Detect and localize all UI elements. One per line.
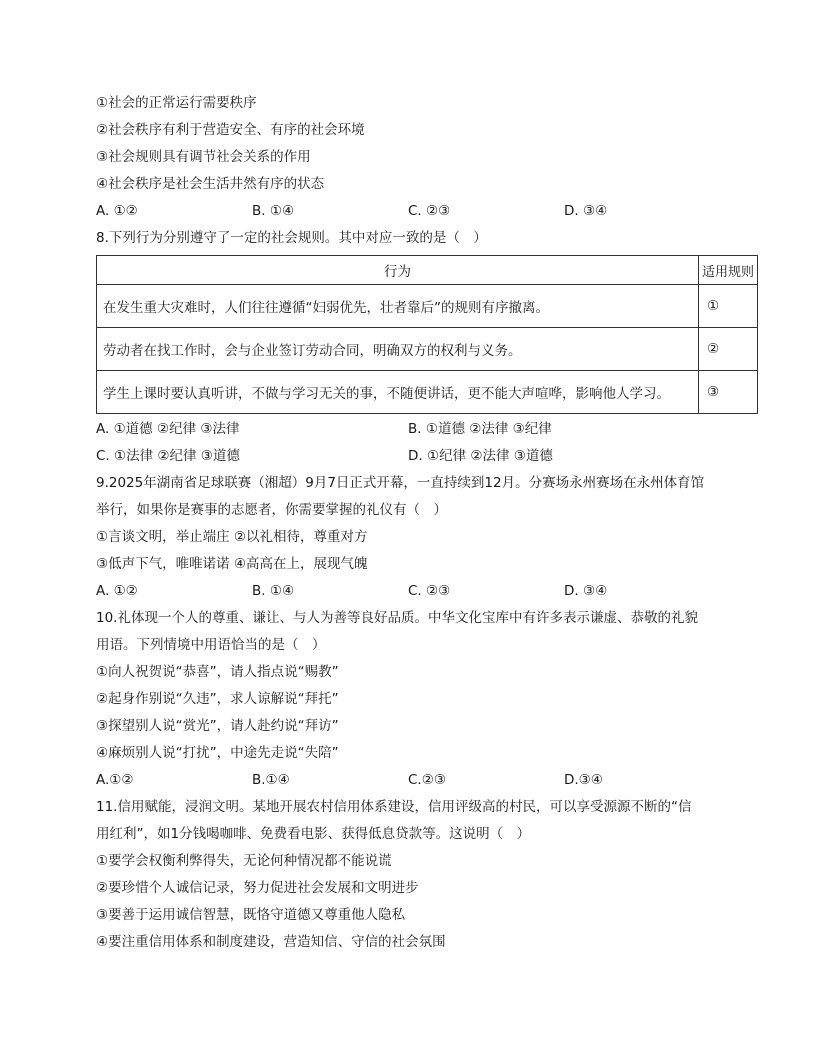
q8-rules-table	[96, 255, 758, 414]
q10-option-c: C.②③	[408, 772, 446, 788]
q9-option-b: B. ①④	[252, 583, 295, 599]
q10-stem-line-1: 10.礼体现一个人的尊重、谦让、与人为善等良好品质。中华文化宝库中有许多表示谦虚、恭敬的礼貌	[96, 610, 698, 626]
q9-item-line-2: ③低声下气，唯唯诺诺 ④高高在上，展现气魄	[96, 556, 368, 572]
question-7-items	[96, 90, 760, 198]
q10-options	[96, 767, 760, 794]
q8-option-d: D. ①纪律 ②法律 ③道德	[408, 448, 553, 464]
q7-option-b: B. ①④	[252, 203, 295, 219]
header-behavior: 行为	[97, 256, 699, 285]
rule-cell: ②	[699, 328, 758, 371]
table-row	[97, 285, 758, 328]
q11-item-1: ①要学会权衡利弊得失，无论何种情况都不能说谎	[96, 853, 392, 869]
q11-stem-line-2: 用红利”，如1分钱喝咖啡、免费看电影、获得低息贷款等。这说明（ ）	[96, 826, 531, 842]
table-row	[97, 328, 758, 371]
q7-options	[96, 198, 760, 225]
q9-stem-line-2: 举行，如果你是赛事的志愿者，你需要掌握的礼仪有（ ）	[96, 502, 447, 518]
q10-option-b: B.①④	[252, 772, 290, 788]
q8-options-row-1	[96, 416, 760, 443]
q7-item-2: ②社会秩序有利于营造安全、有序的社会环境	[96, 122, 365, 138]
header-rule: 适用规则	[699, 256, 758, 285]
q10-option-a: A.①②	[96, 772, 134, 788]
q8-option-c: C. ①法律 ②纪律 ③道德	[96, 448, 240, 464]
q10-item-1: ①向人祝贺说“恭喜”，请人指点说“赐教”	[96, 664, 339, 680]
q10-stem-line-2: 用语。下列情境中用语恰当的是（ ）	[96, 637, 326, 653]
q11-stem-line-1: 11.信用赋能，浸润文明。某地开展农村信用体系建设，信用评级高的村民，可以享受源源不断的“信	[96, 799, 692, 815]
q10-item-3: ③探望别人说“赏光”，请人赴约说“拜访”	[96, 718, 339, 734]
rule-cell: ①	[699, 285, 758, 328]
q11-item-4: ④要注重信用体系和制度建设，营造知信、守信的社会氛围	[96, 934, 446, 950]
q10-item-4: ④麻烦别人说“打扰”，中途先走说“失陪”	[96, 745, 339, 761]
q8-option-a: A. ①道德 ②纪律 ③法律	[96, 421, 240, 437]
q7-item-4: ④社会秩序是社会生活井然有序的状态	[96, 176, 325, 192]
table-row	[97, 371, 758, 414]
q7-option-d: D. ③④	[564, 203, 608, 219]
q10-item-2: ②起身作别说“久违”，求人谅解说“拜托”	[96, 691, 339, 707]
q7-item-3: ③社会规则具有调节社会关系的作用	[96, 149, 311, 165]
q9-item-line-1: ①言谈文明，举止端庄 ②以礼相待，尊重对方	[96, 529, 368, 545]
q7-option-a: A. ①②	[96, 203, 138, 219]
q9-stem-line-1: 9.2025年湖南省足球联赛（湘超）9月7日正式开幕，一直持续到12月。分赛场永州赛场在永州体育馆	[96, 475, 705, 491]
rule-cell: ③	[699, 371, 758, 414]
behavior-cell: 在发生重大灾难时，人们往往遵循“妇弱优先，壮者靠后”的规则有序撤离。	[97, 285, 699, 328]
behavior-cell: 学生上课时要认真听讲，不做与学习无关的事，不随便讲话，更不能大声喧哗，影响他人学习。	[97, 371, 699, 414]
q11-item-2: ②要珍惜个人诚信记录，努力促进社会发展和文明进步	[96, 880, 419, 896]
q11-item-3: ③要善于运用诚信智慧，既恪守道德又尊重他人隐私	[96, 907, 406, 923]
q9-option-a: A. ①②	[96, 583, 138, 599]
q9-option-d: D. ③④	[564, 583, 608, 599]
q8-option-b: B. ①道德 ②法律 ③纪律	[408, 421, 552, 437]
q8-stem: 8.下列行为分别遵守了一定的社会规则。其中对应一致的是（ ）	[96, 230, 487, 246]
q10-option-d: D.③④	[564, 772, 603, 788]
q9-option-c: C. ②③	[408, 583, 451, 599]
behavior-cell: 劳动者在找工作时，会与企业签订劳动合同，明确双方的权利与义务。	[97, 328, 699, 371]
q9-options	[96, 578, 760, 605]
exam-page	[96, 90, 760, 956]
table-header-row	[97, 256, 758, 285]
q7-option-c: C. ②③	[408, 203, 451, 219]
q8-options-row-2	[96, 443, 760, 470]
q7-item-1: ①社会的正常运行需要秩序	[96, 95, 257, 111]
